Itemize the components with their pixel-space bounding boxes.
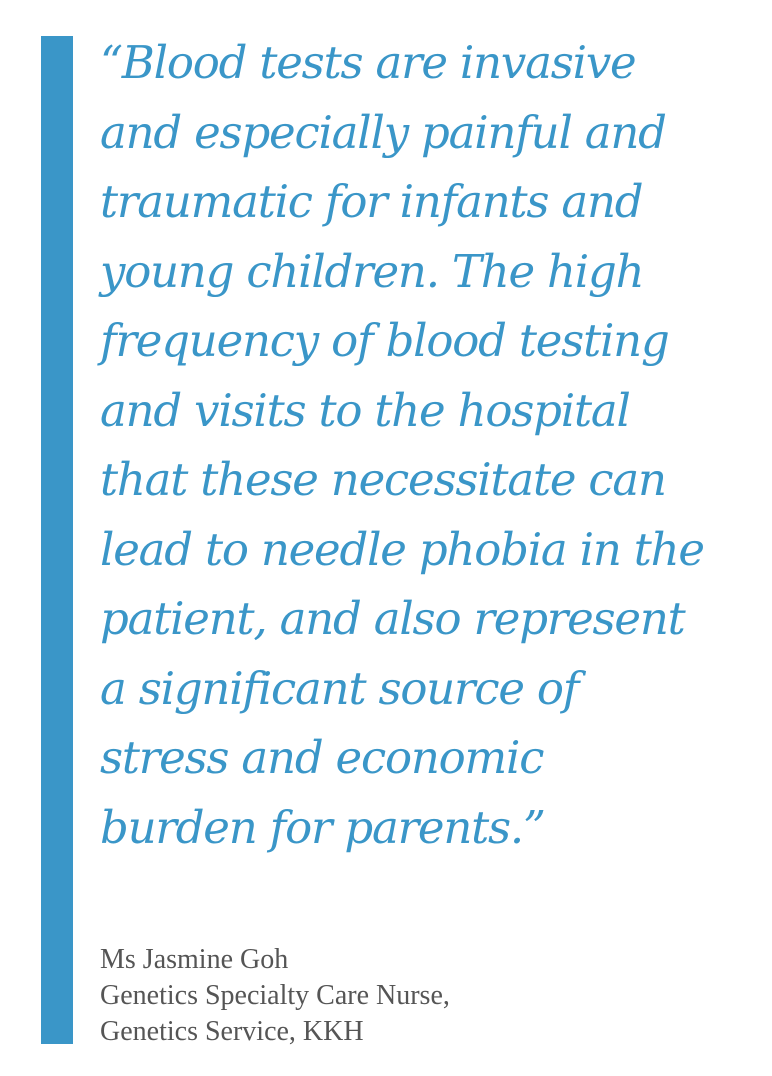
attribution-department: Genetics Service, KKH [100, 1016, 364, 1047]
quote-line: a significant source of [100, 661, 579, 715]
quote-accent-bar [41, 36, 73, 1044]
quote-line: traumatic for infants and [100, 175, 643, 228]
quote-line: stress and economic [100, 731, 544, 784]
quote-line: patient, and also represent [100, 592, 685, 645]
quote-line: lead to needle phobia in the [100, 522, 704, 576]
pull-quote [100, 28, 760, 862]
quote-line: young children. The high [100, 244, 644, 298]
attribution-name: Ms Jasmine Goh [100, 944, 289, 975]
quote-line: burden for parents.” [100, 800, 545, 854]
quote-line: frequency of blood testing [100, 314, 669, 367]
quote-line: “Blood tests are invasive [100, 36, 636, 89]
attribution-role: Genetics Specialty Care Nurse, [100, 980, 450, 1011]
quote-line: and visits to the hospital [100, 383, 630, 437]
quote-line: that these necessitate can [100, 453, 666, 506]
quote-attribution [100, 942, 450, 1050]
quote-line: and especially painful and [100, 105, 666, 159]
